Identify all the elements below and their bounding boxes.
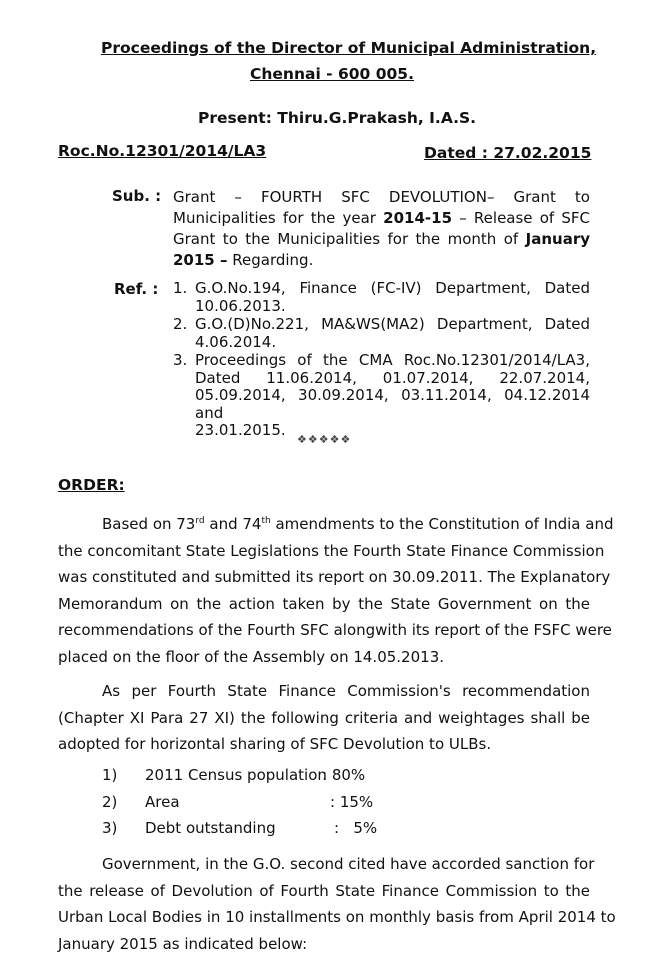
subject-block bbox=[173, 187, 590, 271]
paragraph-line: January 2015 as indicated below: bbox=[58, 934, 308, 953]
paragraph-line: Based on 73rd and 74th amendments to the Constitution of India and bbox=[102, 515, 614, 533]
paragraph-line: adopted for horizontal sharing of SFC Devolution to ULBs. bbox=[58, 735, 492, 753]
order-paragraph-3 bbox=[58, 851, 616, 957]
paragraph-line: (Chapter XI Para 27 XI) the following criteria and weightages shall be bbox=[58, 708, 590, 727]
ref-item: 1. G.O.No.194, Finance (FC-IV) Department, Dated 10.06.2013. bbox=[173, 279, 590, 315]
paragraph-line: the release of Devolution of Fourth State Finance Commission to the bbox=[58, 881, 590, 900]
separator-ornament: ❖❖❖❖❖ bbox=[297, 433, 352, 446]
paragraph-line: As per Fourth State Finance Commission's recommendation bbox=[102, 682, 590, 700]
subject-line-2: Municipalities for the year 2014-15 – Release of SFC bbox=[173, 209, 590, 227]
order-heading: ORDER: bbox=[58, 476, 125, 494]
order-paragraph-2 bbox=[58, 678, 590, 758]
paragraph-line: placed on the floor of the Assembly on 14.05.2013. bbox=[58, 647, 445, 666]
paragraph-line: Memorandum on the action taken by the State Government on the bbox=[58, 594, 590, 613]
subject-line-4: 2015 – Regarding. bbox=[173, 251, 314, 269]
ref-label: Ref. : bbox=[114, 280, 159, 298]
title-line-2: Chennai - 600 005. bbox=[250, 65, 414, 83]
subject-label: Sub. : bbox=[112, 187, 162, 205]
order-paragraph-1 bbox=[58, 511, 614, 670]
paragraph-line: Urban Local Bodies in 10 installments on monthly basis from April 2014 to bbox=[58, 908, 616, 926]
dated: Dated : 27.02.2015 bbox=[424, 144, 592, 162]
subject-line-1: Grant – FOURTH SFC DEVOLUTION– Grant to bbox=[173, 188, 590, 206]
paragraph-line: the concomitant State Legislations the Fourth State Finance Commission bbox=[58, 541, 605, 560]
ref-item: 3. Proceedings of the CMA Roc.No.12301/2014/LA3, Dated 11.06.2014, 01.07.2014, 22.07.2014, 05.09.2014, 30.09.2014, 03.11.2014, 04.12.2014 and 23.01.2015. bbox=[173, 351, 590, 439]
ref-item: 2. G.O.(D)No.221, MA&WS(MA2) Department, Dated 4.06.2014. bbox=[173, 315, 590, 351]
present-line: Present: Thiru.G.Prakash, I.A.S. bbox=[198, 109, 477, 127]
title-line-1: Proceedings of the Director of Municipal Administration, bbox=[101, 39, 597, 57]
paragraph-line: Government, in the G.O. second cited have accorded sanction for bbox=[102, 855, 595, 873]
paragraph-line: was constituted and submitted its report on 30.09.2011. The Explanatory bbox=[58, 568, 611, 586]
roc-number: Roc.No.12301/2014/LA3 bbox=[58, 142, 267, 160]
ref-list bbox=[173, 280, 590, 440]
paragraph-line: recommendations of the Fourth SFC alongwith its report of the FSFC were bbox=[58, 621, 612, 639]
subject-line-3: Grant to the Municipalities for the month of January bbox=[173, 230, 590, 248]
